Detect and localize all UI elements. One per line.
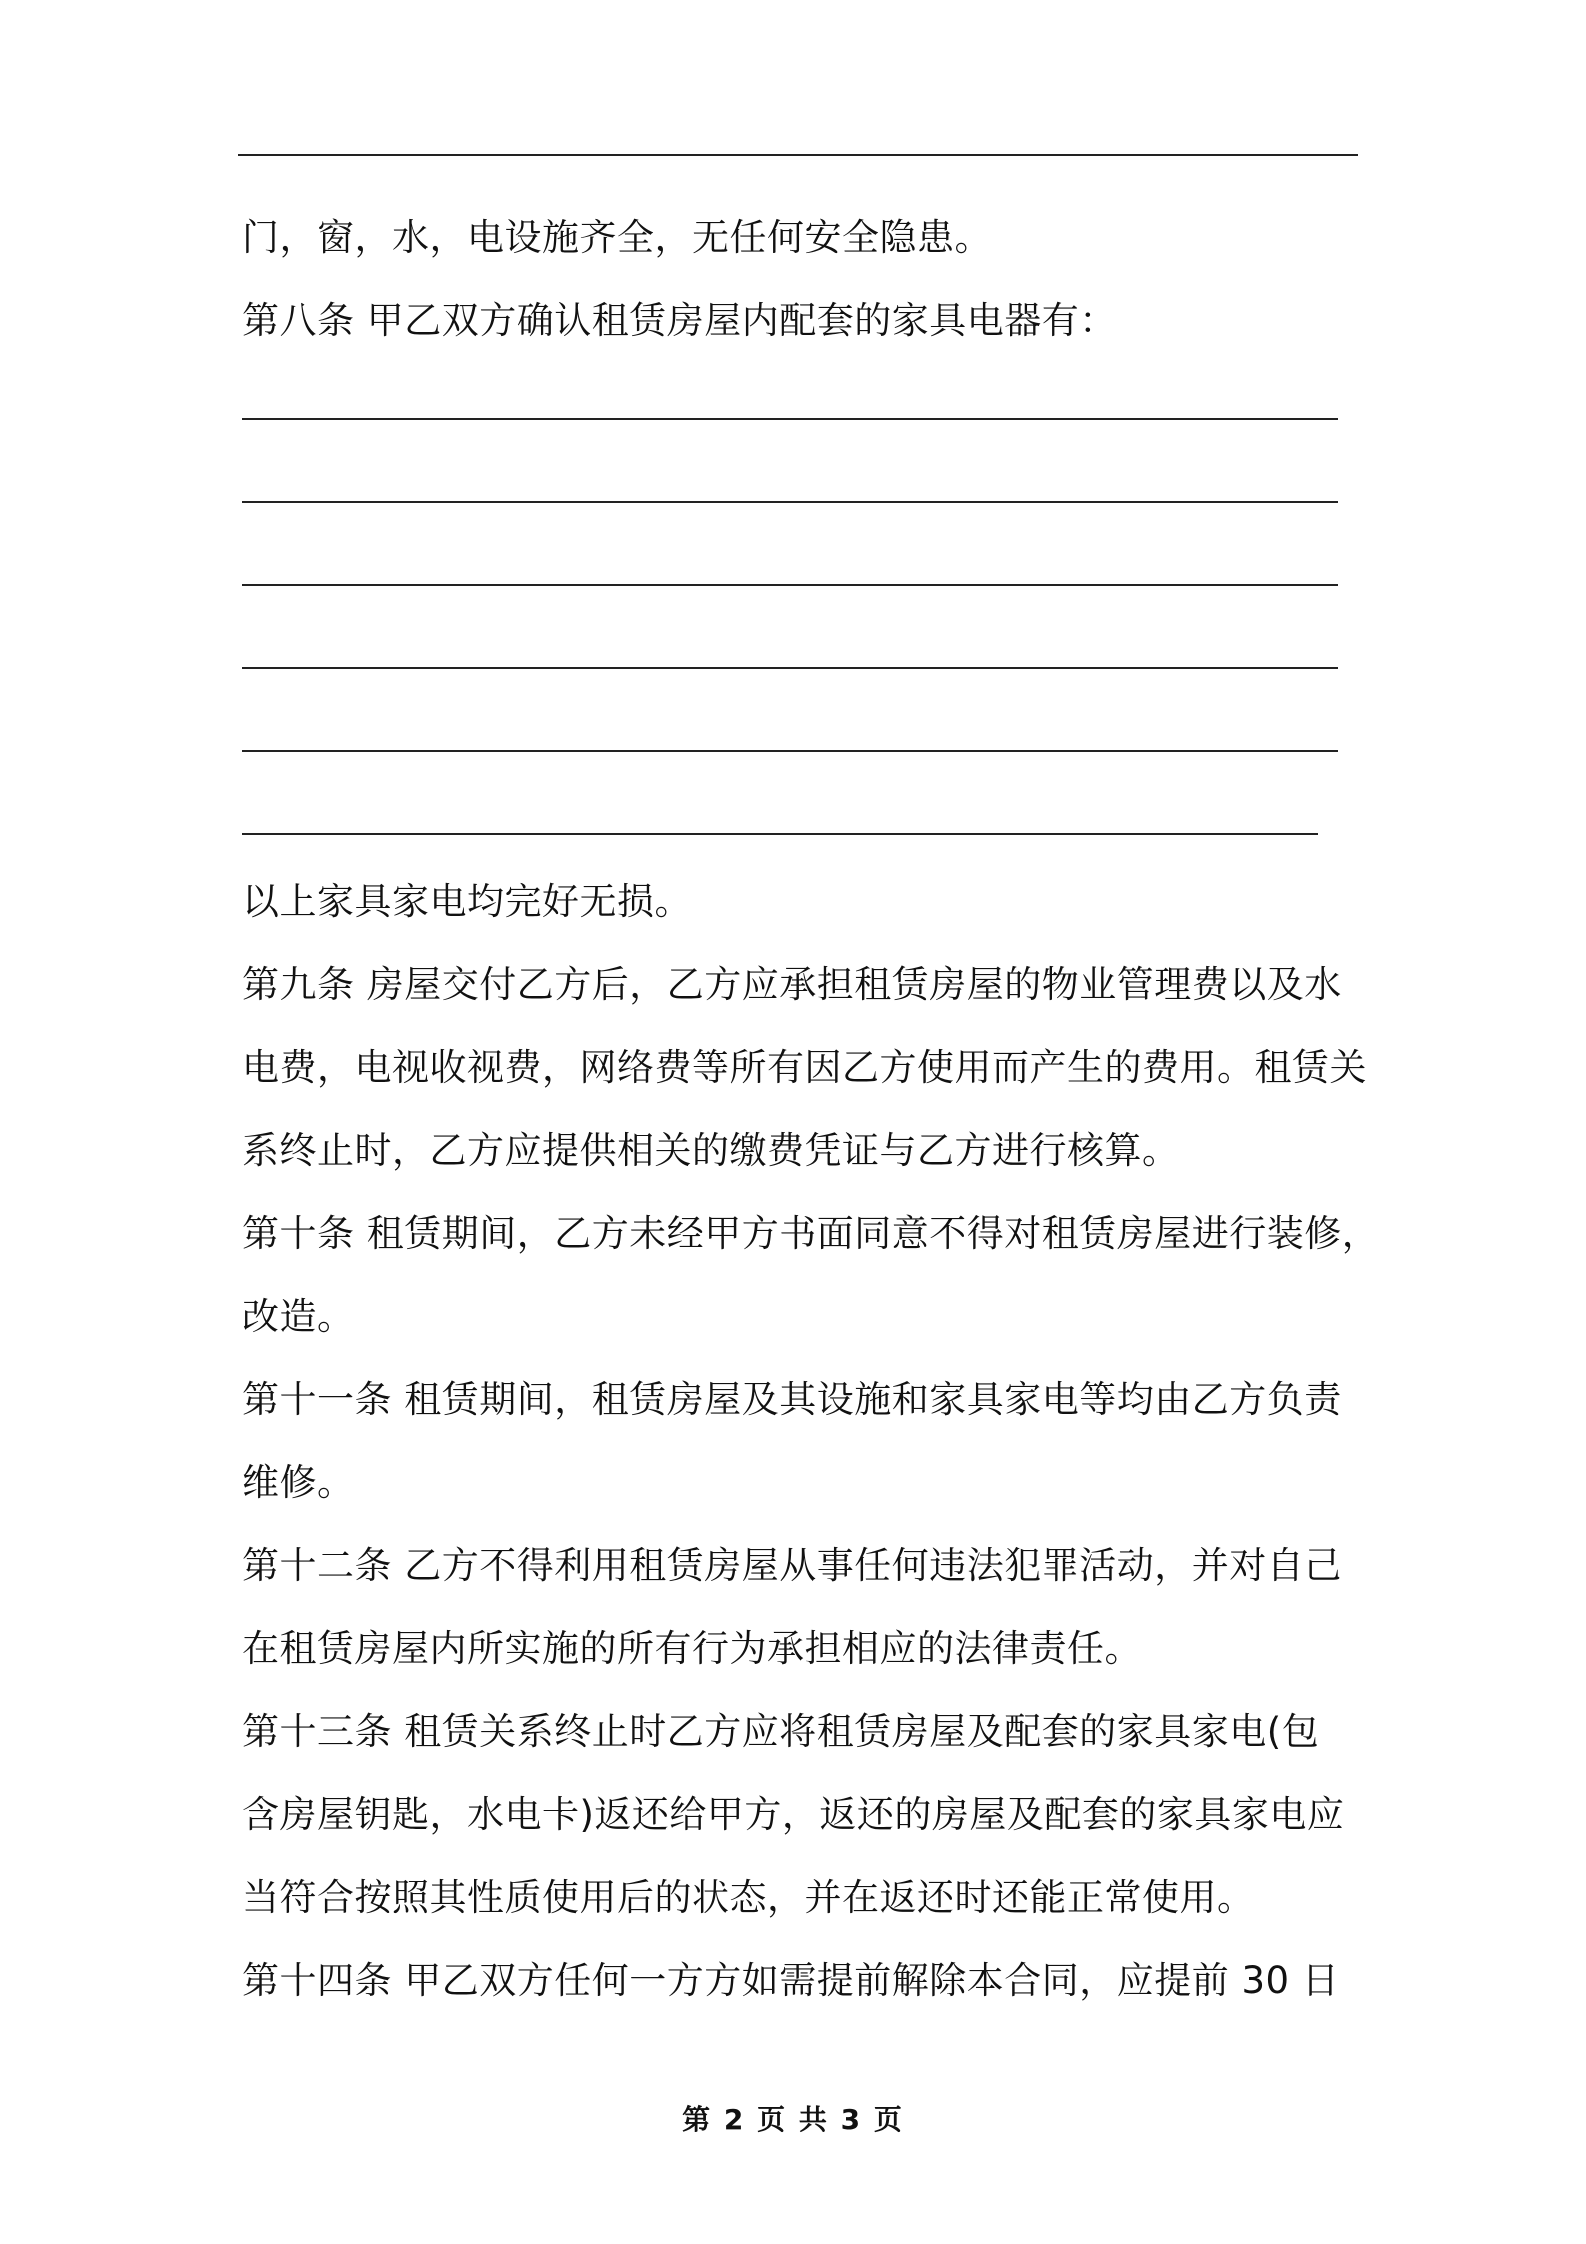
header-rule xyxy=(238,154,1358,156)
article-13-line: 当符合按照其性质使用后的状态，并在返还时还能正常使用。 xyxy=(242,1876,1255,1919)
article-13-line: 第十三条 租赁关系终止时乙方应将租赁房屋及配套的家具家电(包 xyxy=(242,1710,1320,1753)
fill-in-blank-line xyxy=(242,777,1372,860)
article-12-line: 在租赁房屋内所实施的所有行为承担相应的法律责任。 xyxy=(242,1627,1142,1670)
article-14-line: 第十四条 甲乙双方任何一方方如需提前解除本合同，应提前 30 日 xyxy=(242,1959,1340,2002)
fill-in-blank-line xyxy=(242,445,1372,528)
paragraph-line: 门，窗，水，电设施齐全，无任何安全隐患。 xyxy=(242,216,992,259)
article-13-line: 含房屋钥匙，水电卡)返还给甲方，返还的房屋及配套的家具家电应 xyxy=(242,1793,1345,1836)
article-9-line: 电费，电视收视费，网络费等所有因乙方使用而产生的费用。租赁关 xyxy=(242,1046,1367,1089)
article-11-line: 维修。 xyxy=(242,1461,355,1504)
article-11-line: 第十一条 租赁期间，租赁房屋及其设施和家具家电等均由乙方负责 xyxy=(242,1378,1342,1421)
page-number-footer: 第 2 页 共 3 页 xyxy=(682,2103,904,2136)
fill-in-blank-line xyxy=(242,611,1372,694)
fill-in-blank-line xyxy=(242,528,1372,611)
article-9-line: 系终止时，乙方应提供相关的缴费凭证与乙方进行核算。 xyxy=(242,1129,1180,1172)
article-9-line: 第九条 房屋交付乙方后，乙方应承担租赁房屋的物业管理费以及水 xyxy=(242,963,1342,1006)
document-body xyxy=(242,196,1380,2022)
article-10-line: 改造。 xyxy=(242,1295,355,1338)
fill-in-blank-line xyxy=(242,362,1372,445)
article-10-line: 第十条 租赁期间，乙方未经甲方书面同意不得对租赁房屋进行装修， xyxy=(242,1212,1380,1255)
fill-in-blank-line xyxy=(242,694,1372,777)
article-8-heading: 第八条 甲乙双方确认租赁房屋内配套的家具电器有： xyxy=(242,299,1117,342)
article-12-line: 第十二条 乙方不得利用租赁房屋从事任何违法犯罪活动，并对自己 xyxy=(242,1544,1342,1587)
paragraph-line: 以上家具家电均完好无损。 xyxy=(242,880,692,923)
